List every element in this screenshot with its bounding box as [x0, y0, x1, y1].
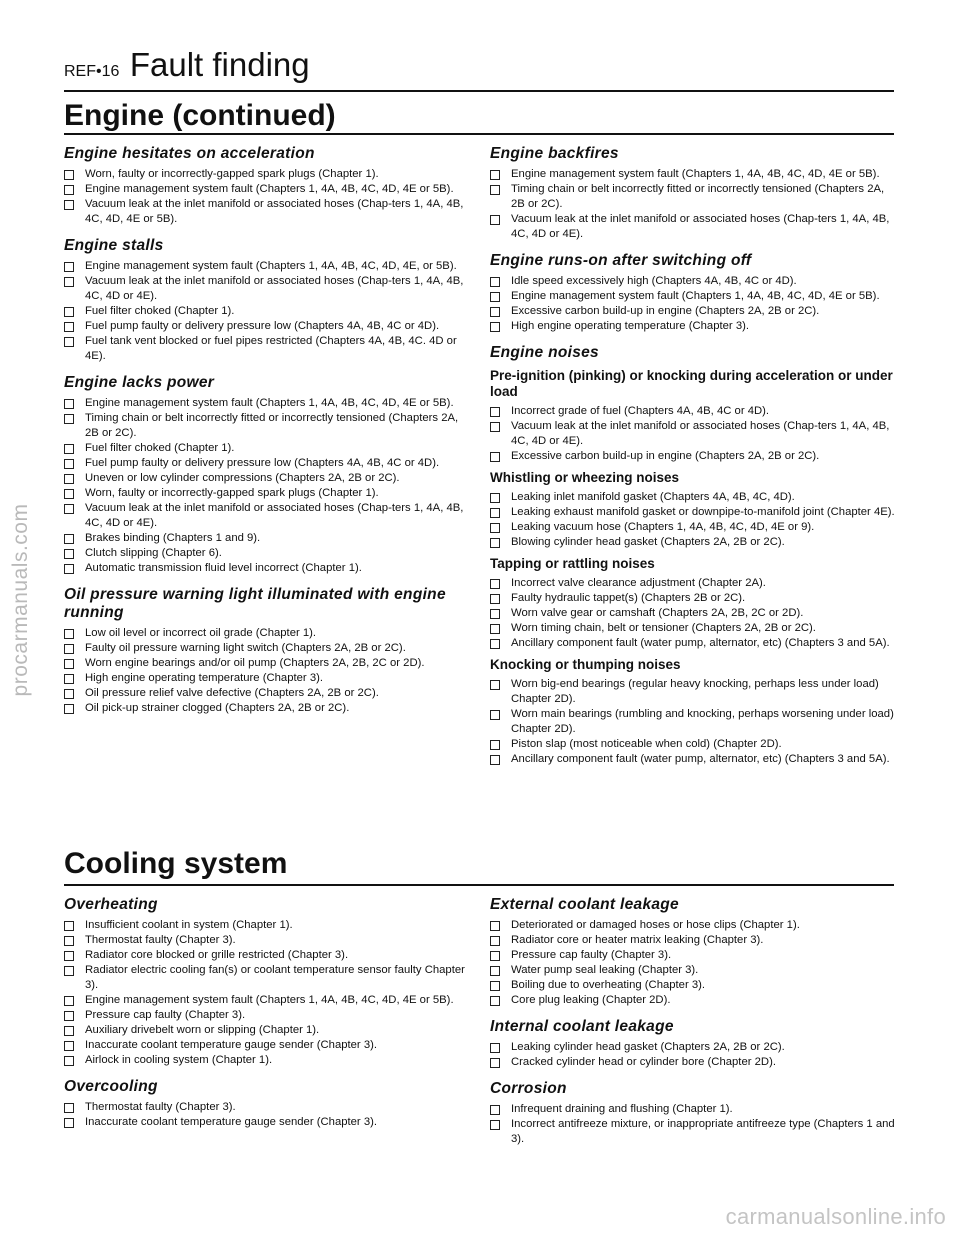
fault-item-text: Timing chain or belt incorrectly fitted or incorrectly tensioned (Chapters 2A, 2B or 2C).: [511, 183, 885, 210]
fault-item-text: Insufficient coolant in system (Chapter 1).: [85, 919, 293, 931]
engine-left-column: [64, 145, 469, 726]
fault-item-text: Piston slap (most noticeable when cold) (Chapter 2D).: [511, 738, 782, 750]
fault-item: [64, 319, 469, 334]
checkbox-square-icon: [64, 489, 74, 499]
fault-item-text: Incorrect grade of fuel (Chapters 4A, 4B, 4C or 4D).: [511, 405, 770, 417]
checkbox-square-icon: [490, 508, 500, 518]
fault-item-text: Worn big-end bearings (regular heavy knocking, perhaps less under load) Chapter 2D).: [511, 678, 879, 705]
fault-item: [490, 212, 895, 242]
fault-heading: Engine runs-on after switching off: [490, 252, 752, 269]
fault-subheading: Knocking or thumping noises: [490, 657, 681, 672]
fault-item-text: Excessive carbon build-up in engine (Chapters 2A, 2B or 2C).: [511, 450, 820, 462]
checkbox-square-icon: [64, 322, 74, 332]
checkbox-square-icon: [490, 170, 500, 180]
fault-item: [490, 993, 895, 1008]
fault-item: [490, 1102, 895, 1117]
fault-item: [64, 411, 469, 441]
checkbox-square-icon: [64, 549, 74, 559]
fault-item-text: Engine management system fault (Chapters 1, 4A, 4B, 4C, 4D, 4E or 5B).: [511, 168, 880, 180]
fault-item-text: Faulty oil pressure warning light switch (Chapters 2A, 2B or 2C).: [85, 642, 406, 654]
checkbox-square-icon: [64, 459, 74, 469]
fault-item: [490, 978, 895, 993]
fault-item: [64, 963, 469, 993]
fault-item-text: Radiator core or heater matrix leaking (Chapter 3).: [511, 934, 764, 946]
fault-item: [490, 289, 895, 304]
fault-item: [64, 304, 469, 319]
fault-heading: Engine lacks power: [64, 374, 215, 391]
fault-item-text: Radiator electric cooling fan(s) or coolant temperature sensor faulty Chapter 3).: [85, 964, 465, 991]
fault-item: [64, 1008, 469, 1023]
fault-item-text: Blowing cylinder head gasket (Chapters 2A, 2B or 2C).: [511, 536, 785, 548]
fault-item: [490, 948, 895, 963]
fault-block: [64, 896, 469, 1068]
fault-item: [490, 167, 895, 182]
fault-item: [490, 490, 895, 505]
fault-block: [64, 237, 469, 364]
fault-item: [490, 1040, 895, 1055]
fault-item-text: Oil pressure relief valve defective (Chapters 2A, 2B or 2C).: [85, 687, 379, 699]
fault-block: [64, 586, 469, 716]
fault-list: [490, 490, 895, 550]
checkbox-square-icon: [64, 1026, 74, 1036]
fault-block: [64, 374, 469, 576]
fault-item: [64, 1100, 469, 1115]
checkbox-square-icon: [490, 936, 500, 946]
fault-item: [64, 686, 469, 701]
fault-item: [64, 1115, 469, 1130]
fault-heading: Overcooling: [64, 1078, 158, 1095]
fault-block: [490, 1018, 895, 1070]
checkbox-square-icon: [490, 1043, 500, 1053]
checkbox-square-icon: [64, 170, 74, 180]
fault-item-text: Automatic transmission fluid level incorrect (Chapter 1).: [85, 562, 362, 574]
fault-block: [490, 344, 895, 767]
fault-item: [490, 636, 895, 651]
fault-item-text: Boiling due to overheating (Chapter 3).: [511, 979, 706, 991]
fault-item: [64, 396, 469, 411]
checkbox-square-icon: [490, 951, 500, 961]
checkbox-square-icon: [490, 710, 500, 720]
checkbox-square-icon: [64, 1118, 74, 1128]
fault-item: [490, 182, 895, 212]
checkbox-square-icon: [490, 639, 500, 649]
fault-item: [64, 1023, 469, 1038]
fault-item-text: Airlock in cooling system (Chapter 1).: [85, 1054, 273, 1066]
section-rule-engine: [64, 133, 894, 135]
checkbox-square-icon: [64, 966, 74, 976]
fault-list: [64, 396, 469, 576]
checkbox-square-icon: [64, 262, 74, 272]
fault-item: [490, 918, 895, 933]
fault-item-text: Vacuum leak at the inlet manifold or associated hoses (Chap-ters 1, 4A, 4B, 4C, 4D or 4E).: [85, 275, 464, 302]
fault-item: [490, 606, 895, 621]
fault-item-text: Cracked cylinder head or cylinder bore (Chapter 2D).: [511, 1056, 776, 1068]
checkbox-square-icon: [64, 936, 74, 946]
fault-item-text: Thermostat faulty (Chapter 3).: [85, 1101, 236, 1113]
fault-item: [64, 456, 469, 471]
fault-item-text: Worn valve gear or camshaft (Chapters 2A, 2B, 2C or 2D).: [511, 607, 804, 619]
checkbox-square-icon: [490, 1120, 500, 1130]
section-title-engine: Engine (continued): [64, 99, 336, 132]
fault-list: [490, 677, 895, 767]
fault-item: [490, 621, 895, 636]
engine-right-column: [490, 145, 895, 777]
checkbox-square-icon: [64, 996, 74, 1006]
fault-heading: Engine hesitates on acceleration: [64, 145, 315, 162]
fault-block: [490, 896, 895, 1008]
checkbox-square-icon: [490, 538, 500, 548]
fault-item-text: Engine management system fault (Chapters 1, 4A, 4B, 4C, 4D, 4E or 5B).: [511, 290, 880, 302]
fault-item-text: Vacuum leak at the inlet manifold or associated hoses (Chap-ters 1, 4A, 4B, 4C, 4D or 4E).: [511, 420, 890, 447]
fault-item-text: Faulty hydraulic tappet(s) (Chapters 2B or 2C).: [511, 592, 746, 604]
fault-block: [490, 1080, 895, 1147]
checkbox-square-icon: [64, 689, 74, 699]
checkbox-square-icon: [490, 452, 500, 462]
fault-block: [64, 145, 469, 227]
fault-block: [64, 1078, 469, 1130]
fault-item-text: Low oil level or incorrect oil grade (Chapter 1).: [85, 627, 317, 639]
fault-item-text: High engine operating temperature (Chapter 3).: [511, 320, 750, 332]
fault-list: [490, 1102, 895, 1147]
fault-block: [490, 252, 895, 334]
fault-list: [490, 167, 895, 242]
fault-list: [490, 404, 895, 464]
fault-item-text: Leaking cylinder head gasket (Chapters 2A, 2B or 2C).: [511, 1041, 785, 1053]
checkbox-square-icon: [490, 277, 500, 287]
checkbox-square-icon: [64, 200, 74, 210]
fault-item: [490, 933, 895, 948]
checkbox-square-icon: [490, 594, 500, 604]
checkbox-square-icon: [64, 185, 74, 195]
fault-item: [490, 274, 895, 289]
fault-item: [64, 701, 469, 716]
checkbox-square-icon: [64, 1103, 74, 1113]
checkbox-square-icon: [64, 564, 74, 574]
fault-item-text: Ancillary component fault (water pump, alternator, etc) (Chapters 3 and 5A).: [511, 637, 890, 649]
checkbox-square-icon: [64, 674, 74, 684]
checkbox-square-icon: [64, 644, 74, 654]
section-title-cooling: Cooling system: [64, 847, 288, 880]
fault-item: [64, 167, 469, 182]
fault-item: [490, 304, 895, 319]
fault-heading: External coolant leakage: [490, 896, 679, 913]
checkbox-square-icon: [64, 921, 74, 931]
fault-item: [490, 737, 895, 752]
fault-subheading: Pre-ignition (pinking) or knocking during acceleration or under load: [490, 368, 893, 399]
fault-item-text: Ancillary component fault (water pump, alternator, etc) (Chapters 3 and 5A).: [511, 753, 890, 765]
fault-list: [490, 918, 895, 1008]
fault-item-text: Worn engine bearings and/or oil pump (Chapters 2A, 2B, 2C or 2D).: [85, 657, 425, 669]
checkbox-square-icon: [490, 215, 500, 225]
side-watermark-text: procarmanuals.com: [9, 503, 32, 697]
fault-item-text: Engine management system fault (Chapters 1, 4A, 4B, 4C, 4D, 4E, or 5B).: [85, 260, 457, 272]
fault-item: [64, 948, 469, 963]
fault-item: [490, 963, 895, 978]
side-watermark: [6, 480, 36, 720]
fault-item-text: High engine operating temperature (Chapter 3).: [85, 672, 324, 684]
checkbox-square-icon: [490, 740, 500, 750]
fault-item: [490, 576, 895, 591]
fault-item-text: Vacuum leak at the inlet manifold or associated hoses (Chap-ters 1, 4A, 4B, 4C, 4D, 4E or 5B).: [85, 198, 464, 225]
fault-item-text: Inaccurate coolant temperature gauge sender (Chapter 3).: [85, 1116, 378, 1128]
fault-subheading: Tapping or rattling noises: [490, 556, 655, 571]
cooling-right-column: [490, 896, 895, 1157]
fault-item: [490, 1055, 895, 1070]
checkbox-square-icon: [490, 981, 500, 991]
fault-item-text: Core plug leaking (Chapter 2D).: [511, 994, 671, 1006]
fault-subheading: Whistling or wheezing noises: [490, 470, 680, 485]
fault-list: [64, 918, 469, 1068]
checkbox-square-icon: [490, 185, 500, 195]
fault-list: [490, 274, 895, 334]
fault-item-text: Incorrect antifreeze mixture, or inappropriate antifreeze type (Chapters 1 and 3).: [511, 1118, 895, 1145]
fault-item: [490, 535, 895, 550]
checkbox-square-icon: [64, 1011, 74, 1021]
fault-item: [64, 561, 469, 576]
checkbox-square-icon: [64, 504, 74, 514]
fault-item: [490, 677, 895, 707]
fault-item-text: Infrequent draining and flushing (Chapter 1).: [511, 1103, 733, 1115]
fault-item: [490, 319, 895, 334]
fault-item-text: Fuel pump faulty or delivery pressure low (Chapters 4A, 4B, 4C or 4D).: [85, 320, 440, 332]
fault-item-text: Oil pick-up strainer clogged (Chapters 2A, 2B or 2C).: [85, 702, 350, 714]
fault-item-text: Fuel filter choked (Chapter 1).: [85, 442, 235, 454]
fault-item: [490, 591, 895, 606]
fault-heading: Overheating: [64, 896, 158, 913]
checkbox-square-icon: [64, 1056, 74, 1066]
fault-item-text: Engine management system fault (Chapters 1, 4A, 4B, 4C, 4D, 4E or 5B).: [85, 994, 454, 1006]
fault-block: [490, 145, 895, 242]
checkbox-square-icon: [490, 966, 500, 976]
checkbox-square-icon: [490, 921, 500, 931]
fault-list: [64, 259, 469, 364]
checkbox-square-icon: [64, 629, 74, 639]
fault-item: [64, 656, 469, 671]
fault-list: [490, 1040, 895, 1070]
page-header: [64, 46, 894, 84]
fault-item: [490, 505, 895, 520]
fault-item: [64, 531, 469, 546]
fault-item: [64, 259, 469, 274]
cooling-left-column: [64, 896, 469, 1140]
fault-item: [64, 501, 469, 531]
fault-item-text: Uneven or low cylinder compressions (Chapters 2A, 2B or 2C).: [85, 472, 400, 484]
checkbox-square-icon: [490, 579, 500, 589]
checkbox-square-icon: [64, 399, 74, 409]
fault-item-text: Deteriorated or damaged hoses or hose clips (Chapter 1).: [511, 919, 800, 931]
fault-item: [64, 671, 469, 686]
fault-item: [64, 641, 469, 656]
fault-item-text: Engine management system fault (Chapters 1, 4A, 4B, 4C, 4D, 4E or 5B).: [85, 397, 454, 409]
fault-list: [490, 576, 895, 651]
fault-heading: Oil pressure warning light illuminated with engine running: [64, 586, 446, 621]
fault-item: [490, 449, 895, 464]
fault-item: [64, 1038, 469, 1053]
fault-item-text: Leaking exhaust manifold gasket or downpipe-to-manifold joint (Chapter 4E).: [511, 506, 895, 518]
fault-item: [64, 918, 469, 933]
checkbox-square-icon: [64, 337, 74, 347]
fault-item: [64, 933, 469, 948]
checkbox-square-icon: [64, 534, 74, 544]
fault-item: [64, 182, 469, 197]
fault-list: [64, 1100, 469, 1130]
fault-list: [64, 626, 469, 716]
checkbox-square-icon: [490, 523, 500, 533]
fault-item-text: Idle speed excessively high (Chapters 4A, 4B, 4C or 4D).: [511, 275, 797, 287]
fault-item-text: Vacuum leak at the inlet manifold or associated hoses (Chap-ters 1, 4A, 4B, 4C, 4D or 4E).: [511, 213, 890, 240]
fault-item-text: Fuel tank vent blocked or fuel pipes restricted (Chapters 4A, 4B, 4C. 4D or 4E).: [85, 335, 457, 362]
bottom-watermark: carmanualsonline.info: [725, 1204, 946, 1229]
checkbox-square-icon: [490, 1105, 500, 1115]
checkbox-square-icon: [490, 680, 500, 690]
fault-item: [490, 1117, 895, 1147]
checkbox-square-icon: [490, 996, 500, 1006]
fault-item: [64, 486, 469, 501]
fault-item: [490, 707, 895, 737]
fault-item-text: Water pump seal leaking (Chapter 3).: [511, 964, 699, 976]
fault-heading: Engine stalls: [64, 237, 164, 254]
fault-item: [490, 419, 895, 449]
fault-item: [64, 274, 469, 304]
fault-item: [64, 471, 469, 486]
fault-item-text: Engine management system fault (Chapters 1, 4A, 4B, 4C, 4D, 4E or 5B).: [85, 183, 454, 195]
fault-item-text: Pressure cap faulty (Chapter 3).: [511, 949, 672, 961]
checkbox-square-icon: [64, 1041, 74, 1051]
fault-item-text: Brakes binding (Chapters 1 and 9).: [85, 532, 261, 544]
fault-item: [490, 520, 895, 535]
fault-item-text: Radiator core blocked or grille restricted (Chapter 3).: [85, 949, 349, 961]
checkbox-square-icon: [64, 307, 74, 317]
fault-item: [64, 993, 469, 1008]
checkbox-square-icon: [64, 704, 74, 714]
fault-item-text: Leaking vacuum hose (Chapters 1, 4A, 4B, 4C, 4D, 4E or 9).: [511, 521, 815, 533]
checkbox-square-icon: [490, 407, 500, 417]
fault-item: [490, 404, 895, 419]
checkbox-square-icon: [64, 277, 74, 287]
checkbox-square-icon: [64, 474, 74, 484]
fault-item-text: Worn, faulty or incorrectly-gapped spark plugs (Chapter 1).: [85, 487, 379, 499]
checkbox-square-icon: [490, 755, 500, 765]
fault-item: [64, 546, 469, 561]
fault-list: [64, 167, 469, 227]
fault-item-text: Fuel pump faulty or delivery pressure low (Chapters 4A, 4B, 4C or 4D).: [85, 457, 440, 469]
fault-heading: Engine backfires: [490, 145, 619, 162]
header-rule: [64, 90, 894, 92]
section-rule-cooling: [64, 884, 894, 886]
fault-item-text: Excessive carbon build-up in engine (Chapters 2A, 2B or 2C).: [511, 305, 820, 317]
checkbox-square-icon: [490, 307, 500, 317]
fault-item: [64, 197, 469, 227]
fault-item-text: Thermostat faulty (Chapter 3).: [85, 934, 236, 946]
fault-item: [64, 334, 469, 364]
fault-item-text: Worn main bearings (rumbling and knocking, perhaps worsening under load) Chapter 2D).: [511, 708, 894, 735]
checkbox-square-icon: [490, 624, 500, 634]
page-title: Fault finding: [129, 46, 310, 83]
fault-item-text: Pressure cap faulty (Chapter 3).: [85, 1009, 246, 1021]
fault-item-text: Inaccurate coolant temperature gauge sender (Chapter 3).: [85, 1039, 378, 1051]
checkbox-square-icon: [490, 422, 500, 432]
fault-item-text: Auxiliary drivebelt worn or slipping (Chapter 1).: [85, 1024, 320, 1036]
fault-item-text: Worn, faulty or incorrectly-gapped spark plugs (Chapter 1).: [85, 168, 379, 180]
checkbox-square-icon: [64, 659, 74, 669]
checkbox-square-icon: [64, 444, 74, 454]
checkbox-square-icon: [490, 322, 500, 332]
checkbox-square-icon: [490, 609, 500, 619]
fault-heading: Corrosion: [490, 1080, 567, 1097]
fault-item-text: Leaking inlet manifold gasket (Chapters 4A, 4B, 4C, 4D).: [511, 491, 795, 503]
page-ref: REF•16: [64, 63, 120, 80]
checkbox-square-icon: [64, 951, 74, 961]
checkbox-square-icon: [490, 1058, 500, 1068]
fault-item-text: Worn timing chain, belt or tensioner (Chapters 2A, 2B or 2C).: [511, 622, 816, 634]
fault-item: [64, 626, 469, 641]
fault-item-text: Incorrect valve clearance adjustment (Chapter 2A).: [511, 577, 766, 589]
checkbox-square-icon: [64, 414, 74, 424]
fault-item: [64, 1053, 469, 1068]
fault-item-text: Timing chain or belt incorrectly fitted or incorrectly tensioned (Chapters 2A, 2B or 2C).: [85, 412, 459, 439]
fault-heading: Engine noises: [490, 344, 599, 361]
fault-item-text: Clutch slipping (Chapter 6).: [85, 547, 222, 559]
fault-item-text: Fuel filter choked (Chapter 1).: [85, 305, 235, 317]
checkbox-square-icon: [490, 493, 500, 503]
fault-item: [490, 752, 895, 767]
fault-item-text: Vacuum leak at the inlet manifold or associated hoses (Chap-ters 1, 4A, 4B, 4C, 4D or 4E).: [85, 502, 464, 529]
checkbox-square-icon: [490, 292, 500, 302]
fault-item: [64, 441, 469, 456]
fault-heading: Internal coolant leakage: [490, 1018, 674, 1035]
